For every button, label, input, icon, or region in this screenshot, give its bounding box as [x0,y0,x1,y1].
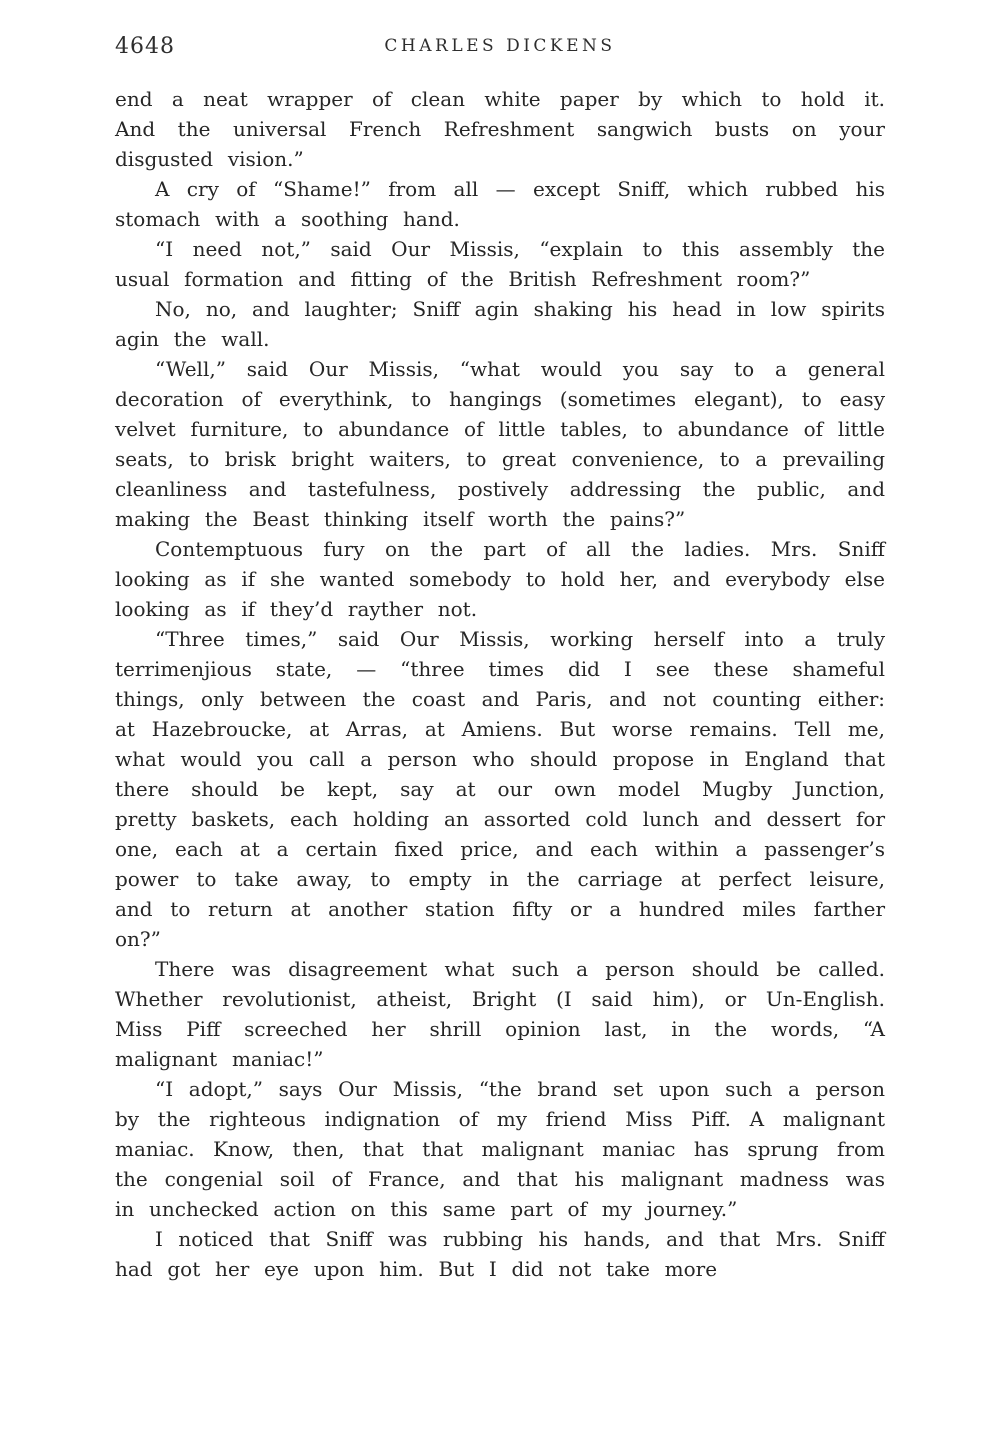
paragraph: end a neat wrapper of clean white paper by which to hold it. And the universal French Refreshment sangwich busts on your disgusted vision.” [115,87,885,171]
paragraph: “Well,” said Our Missis, “what would you say to a general decoration of everythink, to hangings (sometimes elegant), to easy velvet furniture, to abundance of little tables, to abundance of little seats, to brisk bright waiters, to great convenience, to a prevailing cleanliness and tastefulness, postively addressing the public, and making the Beast thinking itself worth the pains?” [115,357,885,531]
paragraph: There was disagreement what such a person should be called. Whether revolutionist, atheist, Bright (I said him), or Un-English. Miss Piff screeched her shrill opinion last, in the words, “A malignant maniac!” [115,957,885,1071]
body-text [115,84,885,1284]
paragraph: Contemptuous fury on the part of all the ladies. Mrs. Sniff looking as if she wanted somebody to hold her, and everybody else looking as if they’d rayther not. [115,537,885,621]
running-title: CHARLES DICKENS [384,36,616,56]
paragraph: “I adopt,” says Our Missis, “the brand set upon such a person by the righteous indignation of my friend Miss Piff. A malignant maniac. Know, then, that that malignant maniac has sprung from the congenial soil of France, and that his malignant madness was in unchecked action on this same part of my journey.” [115,1077,885,1221]
paragraph: No, no, and laughter; Sniff agin shaking his head in low spirits agin the wall. [115,297,885,351]
paragraph: “Three times,” said Our Missis, working herself into a truly terrimenjious state, — “three times did I see these shameful things, only between the coast and Paris, and not counting either: at Hazebroucke, at Arras, at Amiens. But worse remains. Tell me, what would you call a person who should propose in England that there should be kept, say at our own model Mugby Junction, pretty baskets, each holding an assorted cold lunch and dessert for one, each at a certain fixed price, and each within a passenger’s power to take away, to empty in the carriage at perfect leisure, and to return at another station fifty or a hundred miles farther on?” [115,627,885,951]
page-header [115,32,885,62]
paragraph: “I need not,” said Our Missis, “explain to this assembly the usual formation and fitting of the British Refreshment room?” [115,237,885,291]
paragraph: A cry of “Shame!” from all — except Sniff, which rubbed his stomach with a soothing hand. [115,177,885,231]
page-number: 4648 [115,34,175,59]
paragraph: I noticed that Sniff was rubbing his hands, and that Mrs. Sniff had got her eye upon him. But I did not take more [115,1227,885,1281]
